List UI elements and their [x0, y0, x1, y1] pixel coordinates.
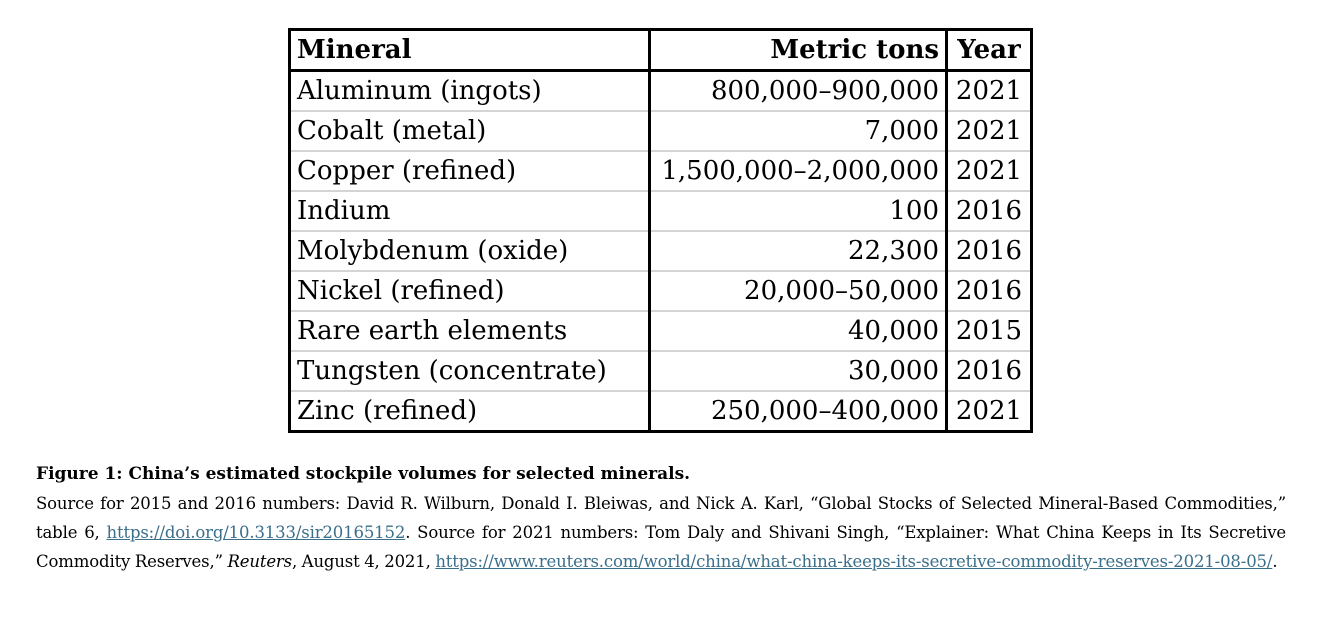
table-row [290, 191, 1032, 231]
table-row [290, 351, 1032, 391]
cell-year: 2016 [947, 271, 1032, 311]
cell-year: 2016 [947, 191, 1032, 231]
caption-text-segment: . Source for 2021 numbers: Tom Daly and Shivani Singh, “Explainer: What China Keeps in Its Secretive Commodity Reserves,” [36, 523, 1286, 571]
table-row [290, 71, 1032, 112]
table-row [290, 231, 1032, 271]
cell-mineral: Cobalt (metal) [290, 111, 650, 151]
column-header-mineral: Mineral [290, 30, 650, 71]
cell-metric-tons: 30,000 [650, 351, 947, 391]
cell-mineral: Tungsten (concentrate) [290, 351, 650, 391]
publication-name: Reuters [227, 552, 292, 571]
cell-year: 2016 [947, 231, 1032, 271]
table-row [290, 391, 1032, 432]
cell-mineral: Aluminum (ingots) [290, 71, 650, 112]
table-row [290, 151, 1032, 191]
cell-year: 2015 [947, 311, 1032, 351]
caption-title: Figure 1: China’s estimated stockpile volumes for selected minerals. [36, 464, 691, 484]
cell-metric-tons: 250,000–400,000 [650, 391, 947, 432]
cell-mineral: Copper (refined) [290, 151, 650, 191]
cell-metric-tons: 800,000–900,000 [650, 71, 947, 112]
cell-year: 2021 [947, 111, 1032, 151]
cell-mineral: Rare earth elements [290, 311, 650, 351]
cell-metric-tons: 100 [650, 191, 947, 231]
cell-mineral: Molybdenum (oxide) [290, 231, 650, 271]
table-row [290, 311, 1032, 351]
cell-year: 2016 [947, 351, 1032, 391]
table-row [290, 271, 1032, 311]
caption-source-text [36, 489, 1286, 576]
caption-text-segment: Source for 2015 and 2016 numbers: David R. Wilburn, Donald I. Bleiwas, and Nick A. Karl, “Global Stocks of Selected Mineral-Based Commodities,” table 6, [36, 494, 1286, 542]
cell-metric-tons: 1,500,000–2,000,000 [650, 151, 947, 191]
cell-metric-tons: 20,000–50,000 [650, 271, 947, 311]
cell-mineral: Nickel (refined) [290, 271, 650, 311]
table-row [290, 111, 1032, 151]
caption-text-segment: , August 4, 2021, [291, 552, 436, 571]
stockpile-table [288, 28, 1033, 433]
cell-year: 2021 [947, 71, 1032, 112]
table-header-row [290, 30, 1032, 71]
cell-mineral: Zinc (refined) [290, 391, 650, 432]
column-header-metric-tons: Metric tons [650, 30, 947, 71]
cell-metric-tons: 40,000 [650, 311, 947, 351]
figure-caption [36, 462, 1286, 576]
caption-text-segment: . [1272, 552, 1278, 571]
column-header-year: Year [947, 30, 1032, 71]
cell-year: 2021 [955, 396, 1023, 426]
cell-mineral: Indium [290, 191, 650, 231]
cell-year: 2021 [947, 151, 1032, 191]
reuters-link[interactable]: https://www.reuters.com/world/china/what-china-keeps-its-secretive-commodity-reserves-2021-08-05/ [435, 552, 1273, 571]
doi-link[interactable]: https://doi.org/10.3133/sir20165152 [106, 523, 406, 542]
cell-metric-tons: 7,000 [650, 111, 947, 151]
cell-metric-tons: 22,300 [650, 231, 947, 271]
